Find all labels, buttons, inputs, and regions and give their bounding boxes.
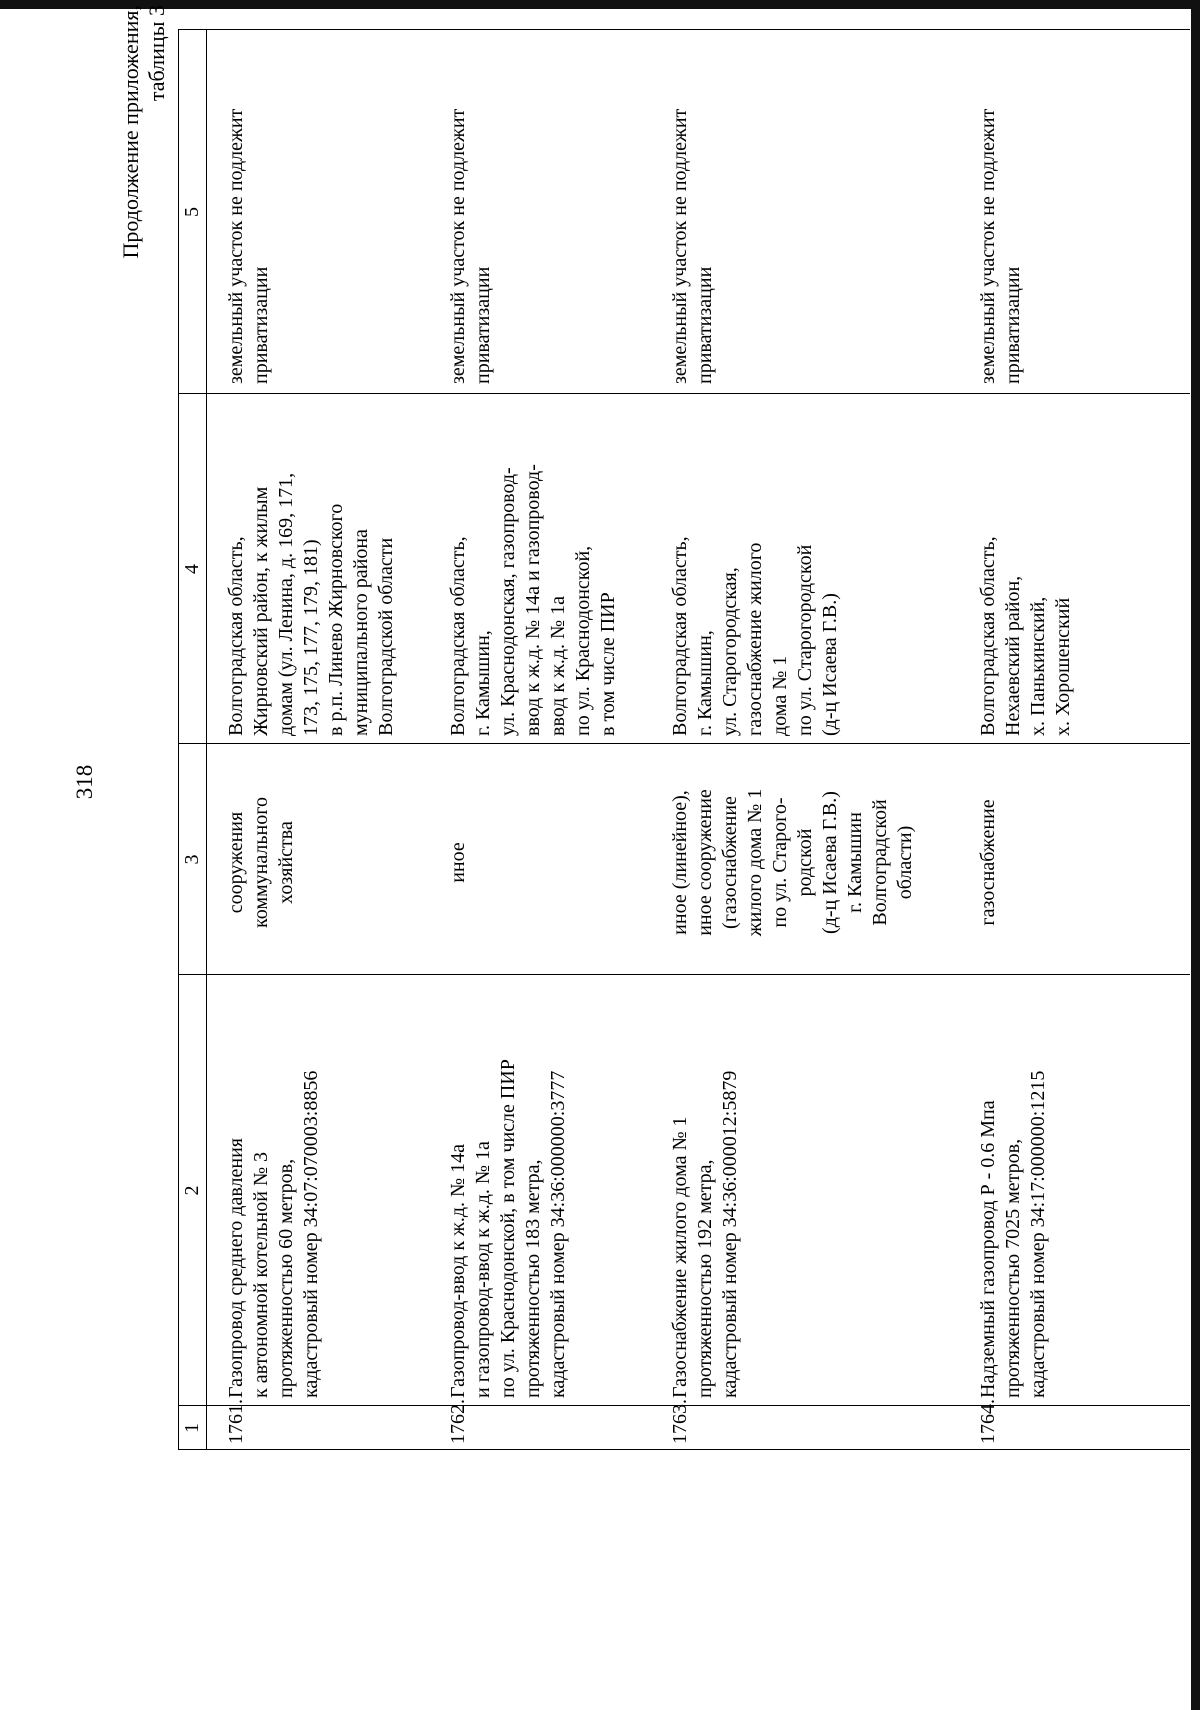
row-number: 1761. <box>225 1399 247 1444</box>
table-header-rule <box>206 30 207 1450</box>
object-address: Волгоградская область, г. Камышин, ул. Краснодонская, газопровод- ввод к ж.д. № 14а и газопровод- ввод к ж.д. № 1а по ул. Краснодонской, в том числе ПИР <box>447 464 619 736</box>
object-type: газоснабжение <box>977 799 999 926</box>
object-name: Газоснабжение жилого дома № 1 протяженностью 192 метра, кадастровый номер 34:36:000012:5879 <box>669 1070 741 1398</box>
scan-border-right <box>1191 0 1200 1710</box>
object-type: иное (линейное), иное сооружение (газоснабжение жилого дома № 1 по ул. Старого- родской (д-ц Исаева Г.В.) г. Камышин Волгоградской области) <box>669 788 916 937</box>
object-address: Волгоградская область, Нехаевский район, х. Панькинский, х. Хорошенский <box>977 536 1074 736</box>
row-number: 1762. <box>447 1399 469 1444</box>
col-border <box>178 393 1190 394</box>
object-note: земельный участок не подлежит приватизации <box>447 108 494 384</box>
object-type: сооружения коммунального хозяйства <box>225 797 297 928</box>
header-col-3: 3 <box>181 854 203 865</box>
object-note: земельный участок не подлежит приватизации <box>669 108 716 384</box>
object-name: Газопровод-ввод к ж.д. № 14а и газопровод-ввод к ж.д. № 1а по ул. Краснодонской, в том числе ПИР протяженностью 183 метра, кадастровый номер 34:36:000000:3777 <box>447 1059 569 1398</box>
col-border <box>178 1449 1190 1450</box>
data-table <box>178 30 1190 1450</box>
object-name: Газопровод среднего давления к автономной котельной № 3 протяженностью 60 метров, кадастровый номер 34:07:070003:8856 <box>225 1070 322 1398</box>
object-type: иное <box>447 842 469 883</box>
col-border <box>178 29 1190 30</box>
row-number: 1764. <box>977 1399 999 1444</box>
col-border <box>178 974 1190 975</box>
header-col-4: 4 <box>181 564 203 574</box>
object-name: Надземный газопровод Р - 0.6 Мпа протяженностью 7025 метров, кадастровый номер 34:17:000000:1215 <box>977 1070 1049 1398</box>
header-col-5: 5 <box>181 207 203 217</box>
header-col-1: 1 <box>181 1423 203 1433</box>
object-note: земельный участок не подлежит приватизации <box>225 108 272 384</box>
object-address: Волгоградская область, Жирновский район, к жилым домам (ул. Ленина, д. 169, 171, 173, 175, 177, 179, 181) в р.п. Линево Жирновского муниципального района Волгоградской области <box>225 472 397 736</box>
page-number: 318 <box>72 764 97 800</box>
object-address: Волгоградская область, г. Камышин, ул. Старогородская, газоснабжение жилого дома № 1 по ул. Старогородской (д-ц Исаева Г.В.) <box>669 536 841 736</box>
table-caption: Продолжение приложения, таблицы 3 <box>118 5 169 259</box>
scan-border-top <box>0 0 1200 9</box>
row-number: 1763. <box>669 1399 691 1444</box>
header-col-2: 2 <box>181 1185 203 1196</box>
object-note: земельный участок не подлежит приватизации <box>977 108 1024 384</box>
col-border <box>178 743 1190 744</box>
